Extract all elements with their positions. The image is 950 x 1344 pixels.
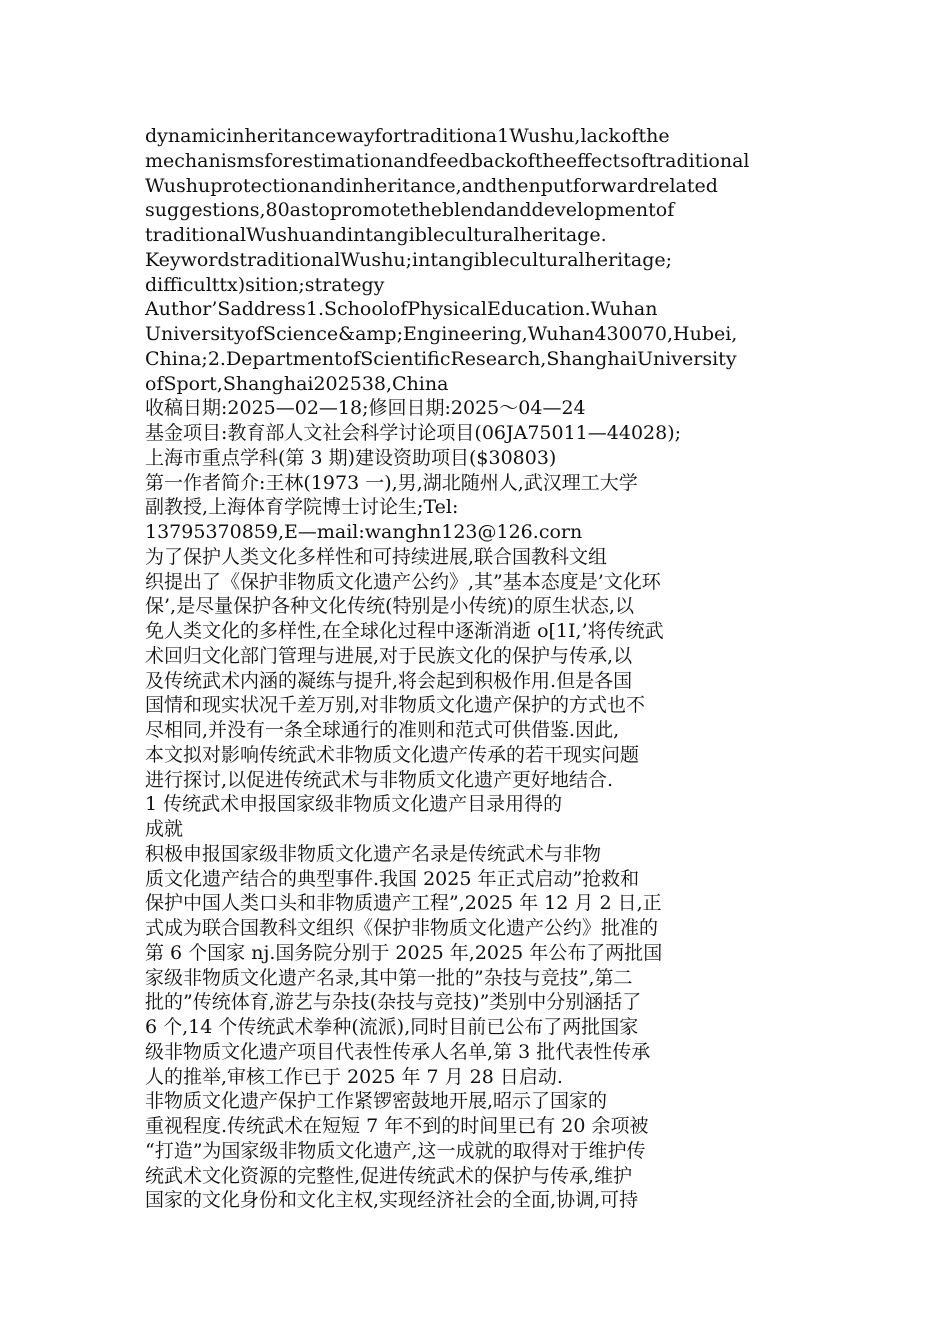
text-line: 织提出了《保护非物质文化遗产公约》,其”基本态度是’文化环	[145, 570, 661, 593]
text-line: mechanismsforestimationandfeedbackoftheeffectsoftraditional	[145, 149, 750, 172]
text-line: Wushuprotectionandinheritance,andthenputforwardrelated	[145, 174, 718, 197]
text-line: 家级非物质文化遗产名录,其中第一批的”杂技与竞技”,第二	[145, 966, 633, 989]
text-line: 术回归文化部门管理与进展,对于民族文化的保护与传承,以	[145, 644, 633, 667]
text-line: 重视程度.传统武术在短短 7 年不到的时间里已有 20 余项被	[145, 1115, 649, 1137]
text-line: 基金项目:教育部人文社会科学讨论项目(06JA75011—44028);	[145, 422, 682, 444]
text-line: 尽相同,并没有一条全球通行的准则和范式可供借鉴.因此,	[145, 719, 620, 741]
text-line: 人的推举,审核工作已于 2025 年 7 月 28 日启动.	[145, 1065, 563, 1088]
text-line: ofSport,Shanghai202538,China	[145, 372, 449, 395]
text-line: dynamicinheritancewayfortraditiona1Wushu,lackofthe	[145, 125, 670, 147]
text-line: 国情和现实状况千差万别,对非物质文化遗产保护的方式也不	[145, 694, 646, 717]
text-line: 副教授,上海体育学院博士讨论生;Tel:	[145, 496, 459, 519]
text-line: China;2.DepartmentofScientificResearch,ShanghaiUniversity	[145, 347, 737, 370]
text-line: 非物质文化遗产保护工作紧锣密鼓地开展,昭示了国家的	[145, 1090, 608, 1113]
text-line: 统武术文化资源的完整性,促进传统武术的保护与传承,维护	[145, 1164, 633, 1187]
text-line: suggestions,80astopromotetheblendanddevelopmentof	[145, 199, 675, 222]
text-line: “打造”为国家级非物质文化遗产,这一成就的取得对于维护传	[145, 1139, 646, 1162]
text-line: 及传统武术内涵的凝练与提升,将会起到积极作用.但是各国	[145, 669, 633, 692]
text-line: 积极申报国家级非物质文化遗产名录是传统武术与非物	[145, 842, 602, 865]
text-line: 进行探讨,以促进传统武术与非物质文化遗产更好地结合.	[145, 768, 614, 791]
text-line: difficulttx)sition;strategy	[145, 273, 385, 296]
text-line: KeywordstraditionalWushu;intangibleculturalheritage;	[145, 248, 673, 271]
section-heading: 成就	[145, 818, 184, 840]
text-line: 保’,是尽量保护各种文化传统(特别是小传统)的原生状态,以	[145, 595, 634, 618]
text-line: UniversityofScience&amp;Engineering,Wuhan430070,Hubei,	[145, 323, 738, 345]
text-line: traditionalWushuandintangibleculturalheritage.	[145, 224, 607, 246]
text-line: 第 6 个国家 nj.国务院分别于 2025 年,2025 年公布了两批国	[145, 941, 663, 964]
text-line: 批的”传统体育,游艺与杂技(杂技与竞技)”类别中分别涵括了	[145, 991, 642, 1014]
text-line: 6 个,14 个传统武术拳种(流派),同时目前已公布了两批国家	[145, 1016, 639, 1038]
text-line: 式成为联合国教科文组织《保护非物质文化遗产公约》批准的	[145, 917, 659, 939]
text-line: 国家的文化身份和文化主权,实现经济社会的全面,协调,可持	[145, 1189, 639, 1212]
text-line: 免人类文化的多样性,在全球化过程中逐渐消逝 o[1I,’将传统武	[145, 620, 664, 642]
document-body	[145, 124, 845, 1213]
text-line: 为了保护人类文化多样性和可持续进展,联合国教科文组	[145, 545, 608, 568]
text-line: 13795370859,E—mail:wanghn123@126.corn	[145, 521, 583, 543]
text-line: 保护中国人类口头和非物质遗产工程”,2025 年 12 月 2 日,正	[145, 892, 662, 915]
section-heading: 1 传统武术申报国家级非物质文化遗产目录用得的	[145, 793, 563, 816]
text-line: Author’Saddress1.SchoolofPhysicalEducation.Wuhan	[145, 298, 658, 321]
text-line: 第一作者简介:王林(1973 一),男,湖北随州人,武汉理工大学	[145, 471, 638, 494]
text-line: 收稿日期:2025—02—18;修回日期:2025～04—24	[145, 397, 586, 420]
text-line: 本文拟对影响传统武术非物质文化遗产传承的若干现实问题	[145, 743, 640, 766]
text-line: 上海市重点学科(第 3 期)建设资助项目($30803)	[145, 446, 557, 469]
text-line: 质文化遗产结合的典型事件.我国 2025 年正式启动”抢救和	[145, 867, 640, 890]
text-line: 级非物质文化遗产项目代表性传承人名单,第 3 批代表性传承	[145, 1040, 651, 1063]
